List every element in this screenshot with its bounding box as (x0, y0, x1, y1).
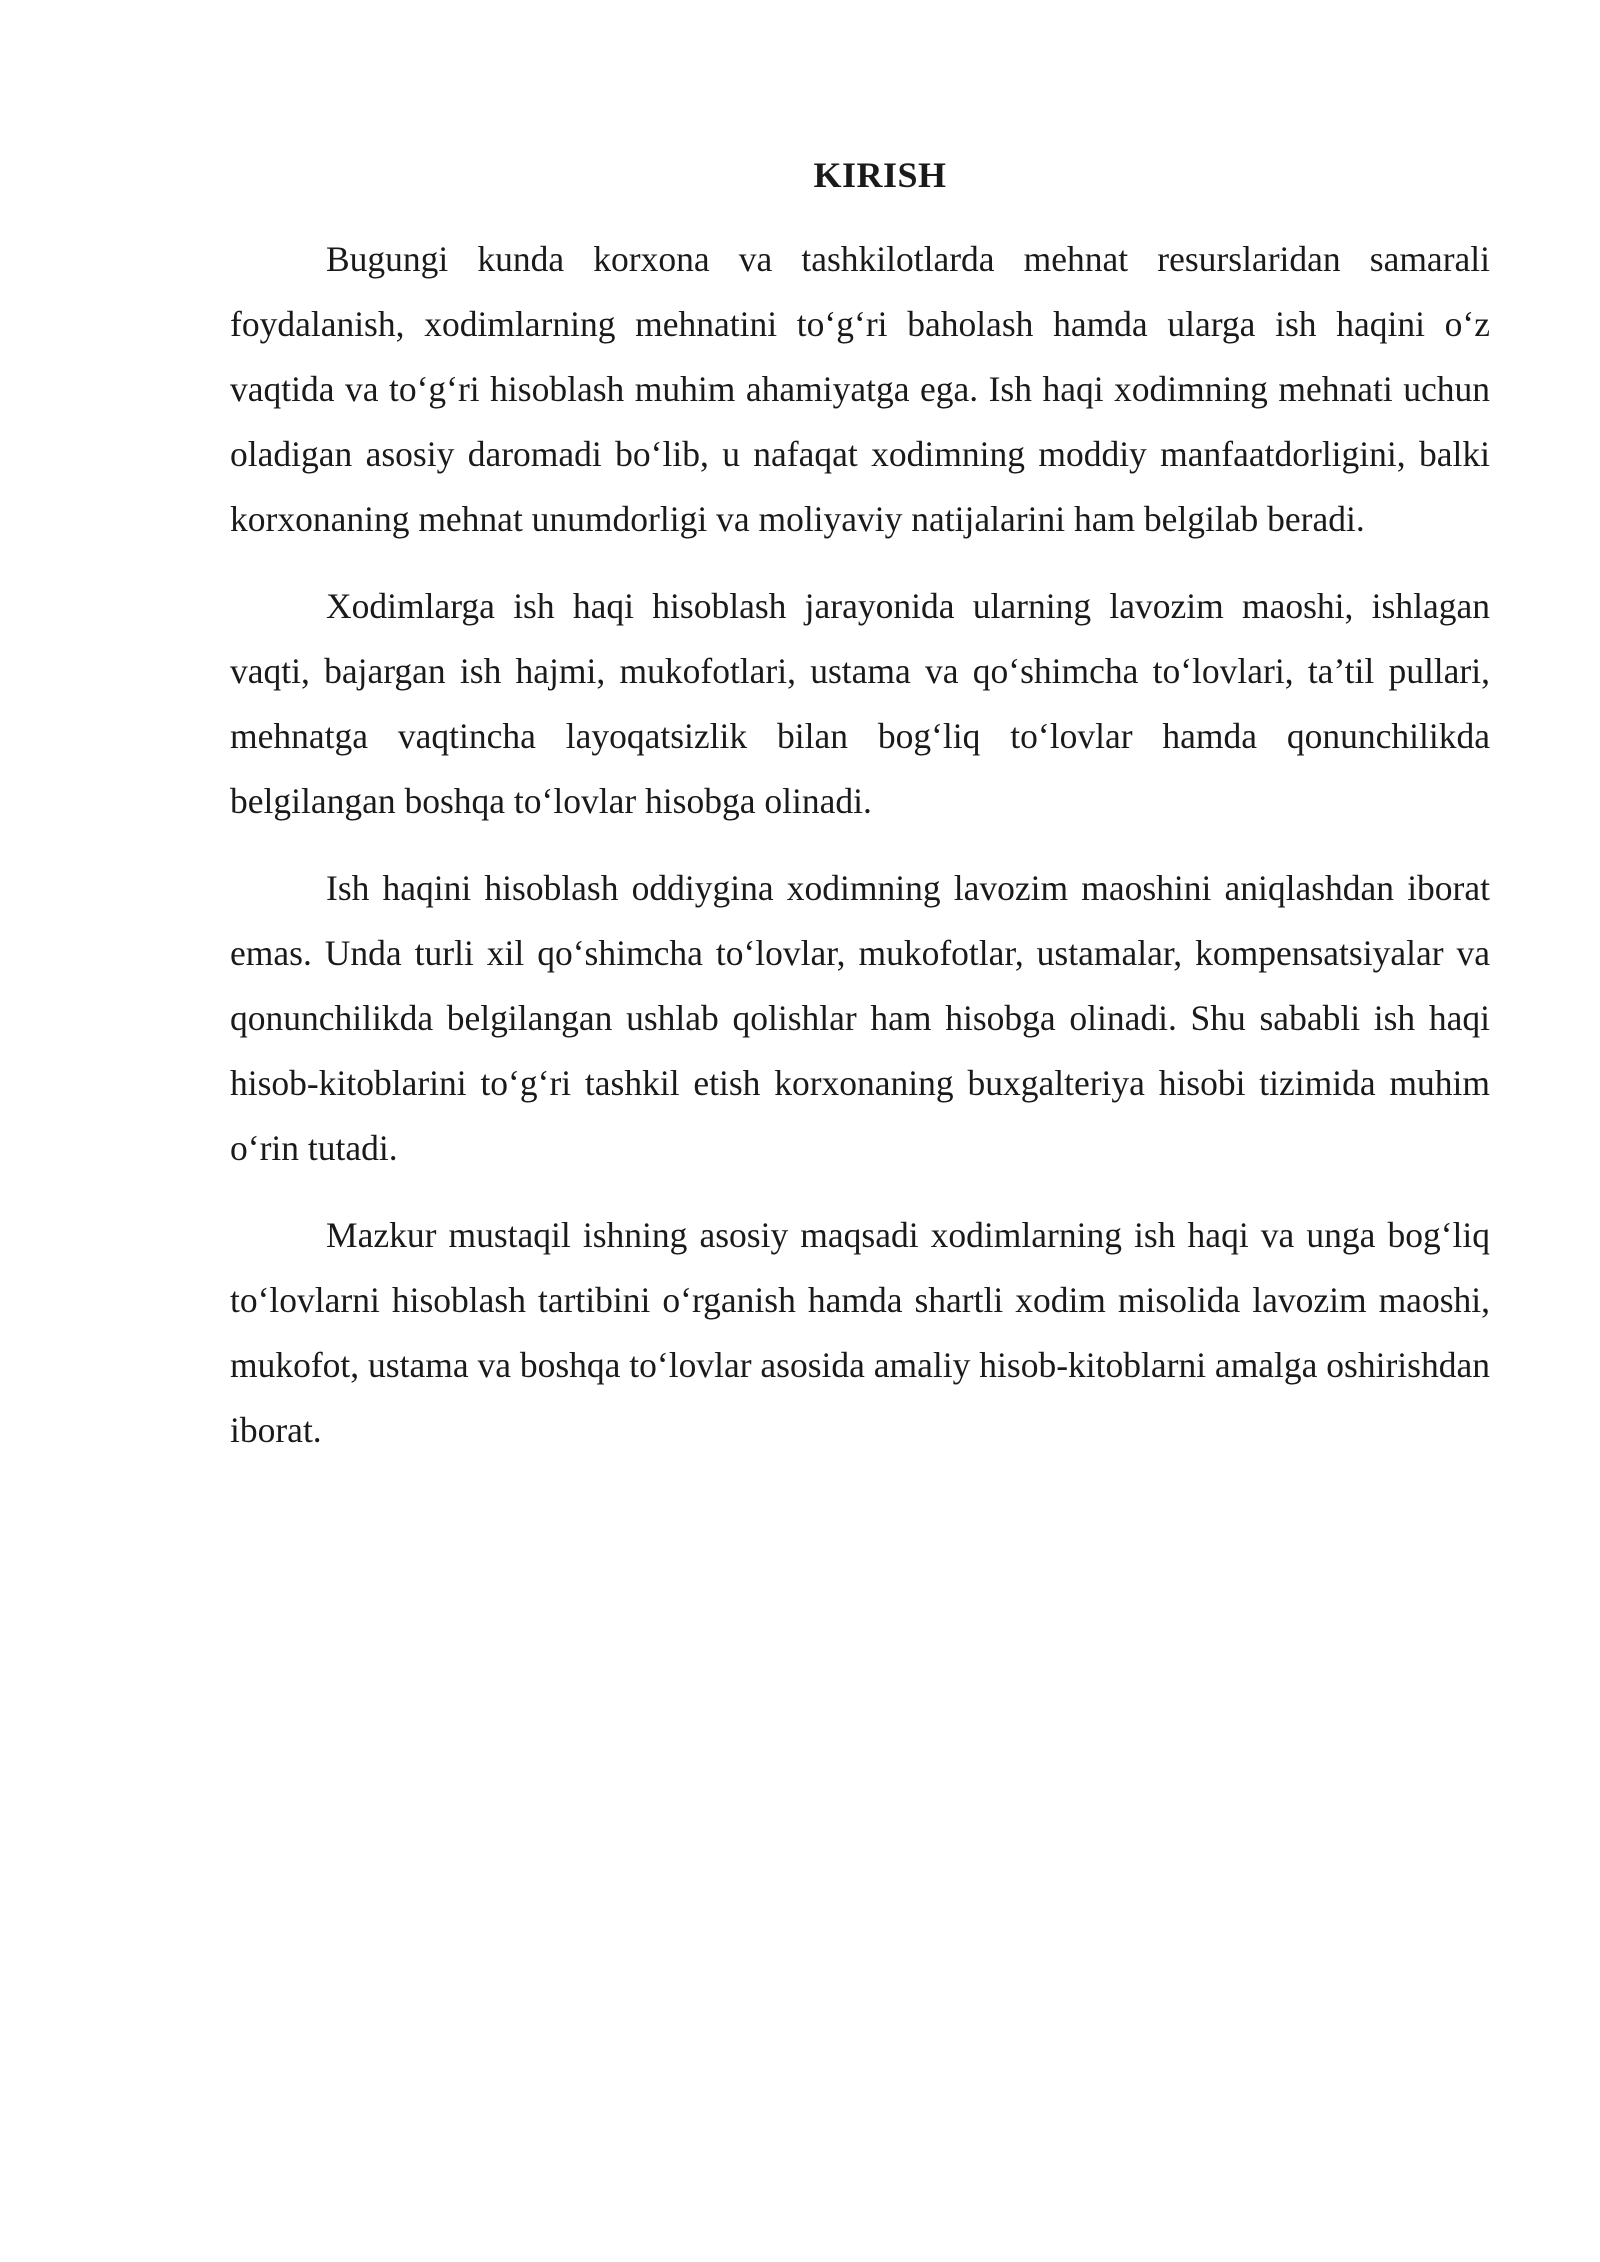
paragraph-3: Ish haqini hisoblash oddiygina xodimning lavozim maoshini aniqlashdan iborat emas. Unda turli xil qo‘shimcha to‘lovlar, mukofotlar, ustamalar, kompensatsiyalar va qonunchilikda belgilangan ushlab qolishlar ham hisobga olinadi. Shu sababli ish haqi hisob-kitoblarini to‘g‘ri tashkil etish korxonaning buxgalteriya hisobi tizimida muhim o‘rin tutadi. (230, 868, 1490, 1168)
document-body (230, 145, 1490, 1485)
paragraph-4: Mazkur mustaqil ishning asosiy maqsadi xodimlarning ish haqi va unga bog‘liq to‘lovlarni hisoblash tartibini o‘rganish hamda shartli xodim misolida lavozim maoshi, mukofot, ustama va boshqa to‘lovlar asosida amaliy hisob-kitoblarni amalga oshirishdan iborat. (230, 1215, 1490, 1450)
paragraph-2: Xodimlarga ish haqi hisoblash jarayonida ularning lavozim maoshi, ishlagan vaqti, bajargan ish hajmi, mukofotlari, ustama va qo‘shimcha to‘lovlari, ta’til pullari, mehnatga vaqtincha layoqatsizlik bilan bog‘liq to‘lovlar hamda qonunchilikda belgilangan boshqa to‘lovlar hisobga olinadi. (230, 586, 1490, 821)
paragraph-1: Bugungi kunda korxona va tashkilotlarda mehnat resurslaridan samarali foydalanish, xodimlarning mehnatini to‘g‘ri baholash hamda ularga ish haqini o‘z vaqtida va to‘g‘ri hisoblash muhim ahamiyatga ega. Ish haqi xodimning mehnati uchun oladigan asosiy daromadi bo‘lib, u nafaqat xodimning moddiy manfaatdorligini, balki korxonaning mehnat unumdorligi va moliyaviy natijalarini ham belgilab beradi. (230, 239, 1490, 539)
document-title: KIRISH (813, 155, 947, 195)
